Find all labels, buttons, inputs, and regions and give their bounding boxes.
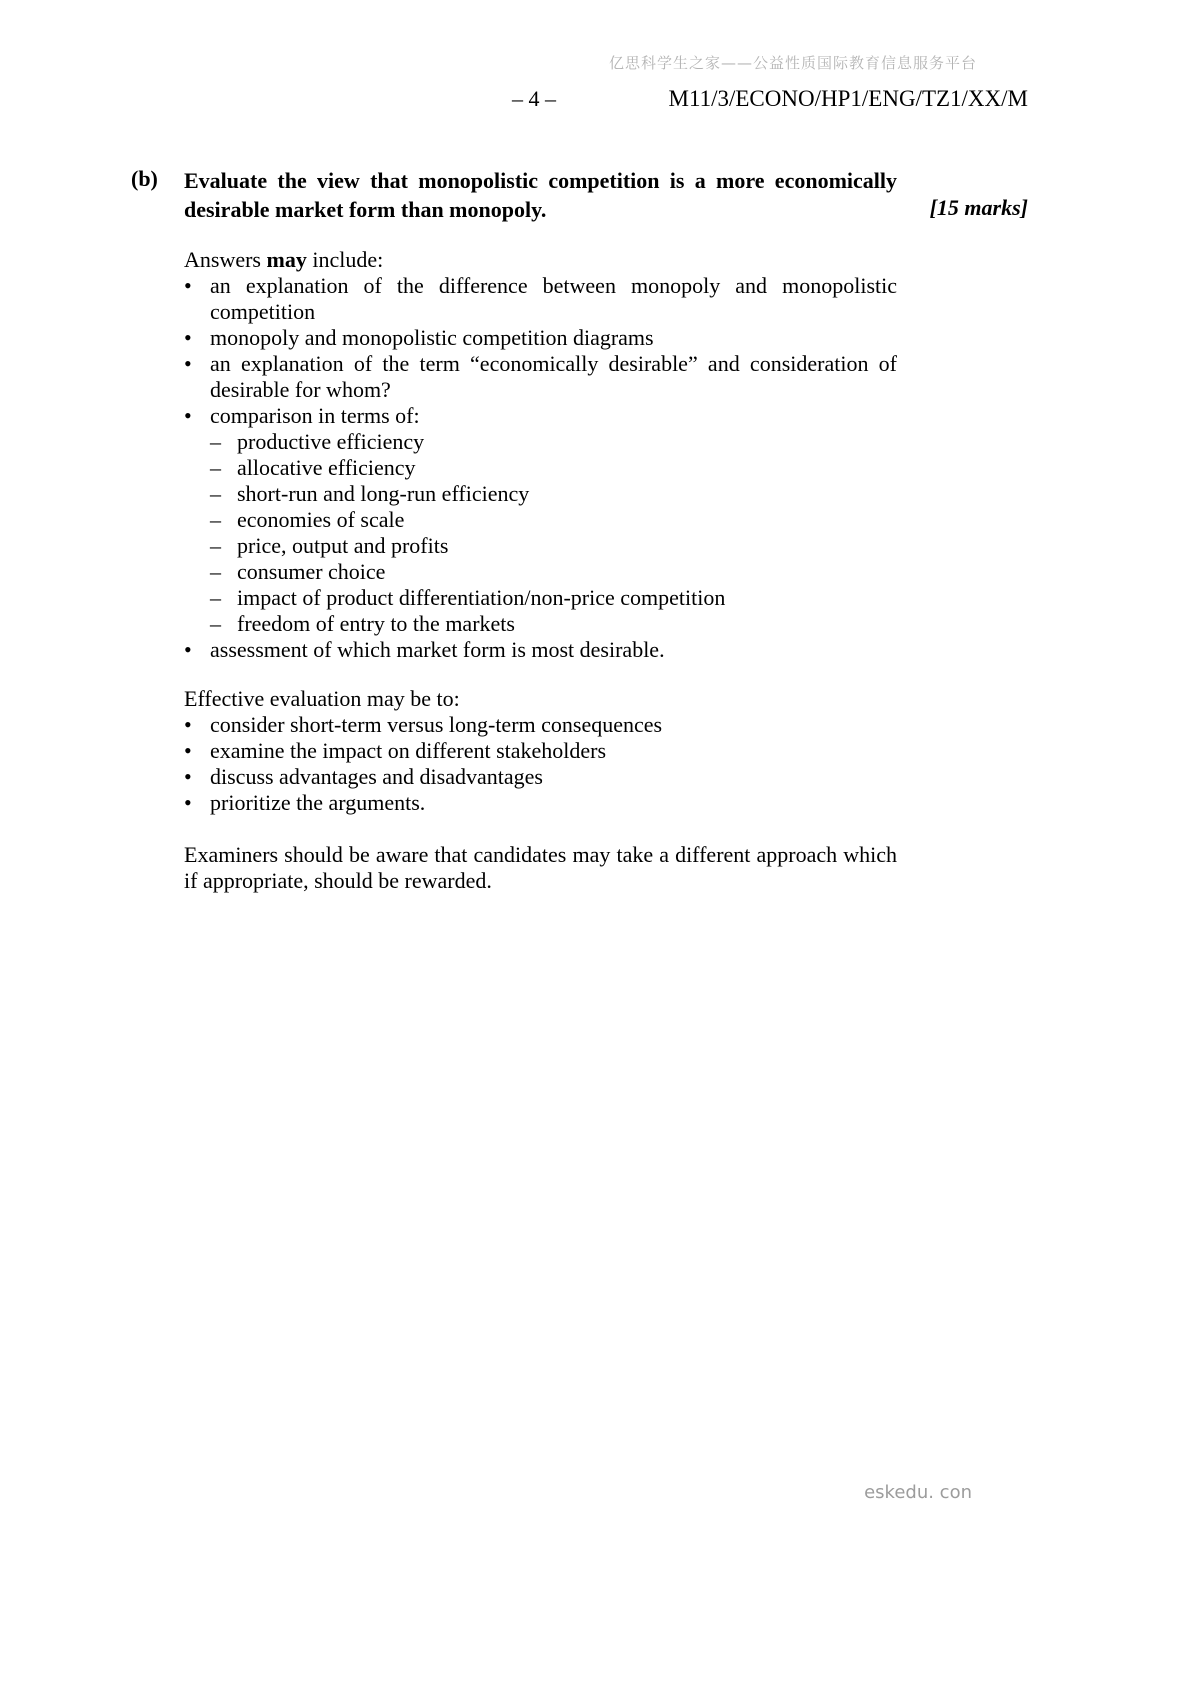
sub-list-item: [210, 533, 897, 559]
dash-marker: [210, 481, 237, 507]
sub-list-item-text: productive efficiency: [237, 429, 425, 454]
dash-marker: [210, 429, 237, 455]
bullet-marker: [184, 712, 210, 738]
list-item: [184, 637, 897, 663]
question-row: [131, 166, 1028, 224]
sub-list-item-text: price, output and profits: [237, 533, 449, 558]
dash-marker: [210, 455, 237, 481]
list-item: [184, 738, 897, 764]
bullet-marker: [184, 790, 210, 816]
sub-list-item-text: freedom of entry to the markets: [237, 611, 515, 636]
sub-list-item-text: impact of product differentiation/non-price competition: [237, 585, 726, 610]
sub-list-item: [210, 429, 897, 455]
document-code: M11/3/ECONO/HP1/ENG/TZ1/XX/M: [668, 86, 1028, 111]
page-number: – 4 –: [512, 86, 556, 111]
list-item: [184, 403, 897, 429]
evaluation-list: [184, 712, 897, 816]
answers-intro-suffix: include:: [306, 247, 384, 272]
bullet-marker: [184, 764, 210, 790]
bullet-marker: [184, 273, 210, 325]
list-item-text: prioritize the arguments.: [210, 790, 426, 815]
answers-intro: [184, 247, 897, 273]
bullet-marker: [184, 403, 210, 429]
list-item-text: examine the impact on different stakeholders: [210, 738, 607, 763]
bullet-marker: [184, 351, 210, 403]
list-item: [184, 273, 897, 325]
dash-marker: [210, 533, 237, 559]
bottom-watermark-text: eskedu. con: [864, 1482, 972, 1503]
sub-list-item-text: consumer choice: [237, 559, 386, 584]
list-item-text: an explanation of the difference between monopoly and monopolistic competition: [210, 273, 897, 324]
sub-list-item: [210, 481, 897, 507]
page-content: [131, 166, 1028, 894]
list-item-text: comparison in terms of:: [210, 403, 420, 428]
list-item: [184, 325, 897, 351]
evaluation-intro: Effective evaluation may be to:: [184, 686, 460, 711]
list-item: [184, 712, 897, 738]
dash-marker: [210, 611, 237, 637]
sub-list-item-text: allocative efficiency: [237, 455, 416, 480]
sub-list-item: [210, 585, 897, 611]
list-item: [184, 351, 897, 403]
question-text: Evaluate the view that monopolistic competition is a more economically desirable market form than monopoly.: [184, 168, 897, 222]
top-watermark-text: 亿思科学生之家——公益性质国际教育信息服务平台: [608, 54, 977, 72]
sub-list-item-text: short-run and long-run efficiency: [237, 481, 530, 506]
dash-marker: [210, 559, 237, 585]
answers-intro-prefix: Answers: [184, 247, 267, 272]
list-item-text: assessment of which market form is most desirable.: [210, 637, 665, 662]
sub-list-item: [210, 455, 897, 481]
sub-list-item: [210, 611, 897, 637]
closing-paragraph: Examiners should be aware that candidates may take a different approach which if appropriate, should be rewarded.: [184, 842, 897, 893]
question-marks: [15 marks]: [929, 195, 1028, 220]
answers-list: [184, 273, 897, 663]
list-item: [184, 764, 897, 790]
list-item-text: monopoly and monopolistic competition diagrams: [210, 325, 654, 350]
list-item: [184, 790, 897, 816]
bullet-marker: [184, 637, 210, 663]
dash-marker: [210, 507, 237, 533]
dash-marker: [210, 585, 237, 611]
bullet-marker: [184, 738, 210, 764]
question-label: (b): [131, 166, 158, 191]
bullet-marker: [184, 325, 210, 351]
sub-list-item: [210, 507, 897, 533]
list-item-text: an explanation of the term “economically desirable” and consideration of desirable for whom?: [210, 351, 897, 402]
list-item-text: consider short-term versus long-term consequences: [210, 712, 663, 737]
sub-list-item-text: economies of scale: [237, 507, 405, 532]
list-item-text: discuss advantages and disadvantages: [210, 764, 543, 789]
sub-list-item: [210, 559, 897, 585]
answers-intro-bold: may: [266, 247, 307, 272]
